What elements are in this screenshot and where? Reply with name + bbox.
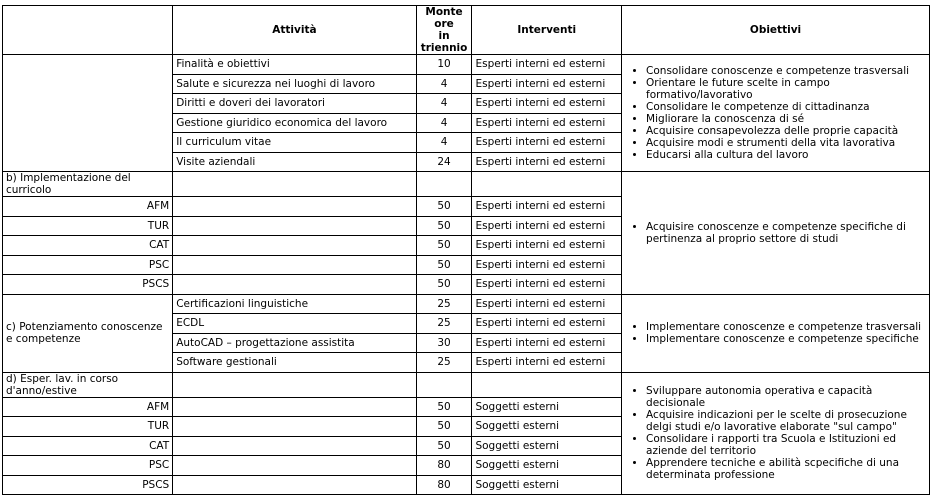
section-b-title-row <box>3 172 930 197</box>
objectives-list <box>626 221 925 245</box>
hours-cell: 50 <box>416 197 472 217</box>
interventions-cell: Soggetti esterni <box>472 436 622 456</box>
objective-item: • Consolidare le competenze di cittadinanza <box>646 101 925 113</box>
interventions-cell: Esperti interni ed esterni <box>472 74 622 94</box>
interventions-cell: Esperti interni ed esterni <box>472 133 622 153</box>
section-b-objectives <box>622 172 930 295</box>
objective-item: • Migliorare la conoscenza di sé <box>646 113 925 125</box>
objective-item: • Acquisire modi e strumenti della vita lavorativa <box>646 137 925 149</box>
objective-item: • Educarsi alla cultura del lavoro <box>646 149 925 161</box>
header-monte-ore-line2: in triennio <box>420 30 468 54</box>
empty-cell <box>416 172 472 197</box>
interventions-cell: Esperti interni ed esterni <box>472 216 622 236</box>
section-d-objectives <box>622 372 930 495</box>
activity-cell: Certificazioni linguistiche <box>173 294 416 314</box>
interventions-cell: Esperti interni ed esterni <box>472 113 622 133</box>
section-b-title: b) Implementazione del curricolo <box>3 172 173 197</box>
hours-cell: 4 <box>416 74 472 94</box>
interventions-cell: Esperti interni ed esterni <box>472 275 622 295</box>
hours-cell: 10 <box>416 55 472 75</box>
activity-cell: Gestione giuridico economica del lavoro <box>173 113 416 133</box>
interventions-cell: Esperti interni ed esterni <box>472 255 622 275</box>
hours-cell: 50 <box>416 417 472 437</box>
activity-cell: Software gestionali <box>173 353 416 373</box>
table-row <box>3 294 930 314</box>
activity-cell: Diritti e doveri dei lavoratori <box>173 94 416 114</box>
hours-cell: 80 <box>416 475 472 495</box>
hours-cell: 80 <box>416 456 472 476</box>
empty-cell <box>173 275 416 295</box>
interventions-cell: Esperti interni ed esterni <box>472 152 622 172</box>
activities-table <box>2 5 930 495</box>
hours-cell: 4 <box>416 133 472 153</box>
interventions-cell: Esperti interni ed esterni <box>472 236 622 256</box>
interventions-cell: Soggetti esterni <box>472 456 622 476</box>
empty-cell <box>416 372 472 397</box>
empty-cell <box>173 436 416 456</box>
empty-cell <box>173 372 416 397</box>
interventions-cell: Esperti interni ed esterni <box>472 197 622 217</box>
objective-item: • Implementare conoscenze e competenze specifiche <box>646 333 925 345</box>
hours-cell: 50 <box>416 436 472 456</box>
hours-cell: 25 <box>416 314 472 334</box>
interventions-cell: Esperti interni ed esterni <box>472 55 622 75</box>
section-a-objectives <box>622 55 930 172</box>
document-page <box>2 5 930 495</box>
track-cell: CAT <box>3 236 173 256</box>
header-attivita: Attività <box>173 6 416 55</box>
interventions-cell: Esperti interni ed esterni <box>472 333 622 353</box>
objective-item: • Consolidare conoscenze e competenze trasversali <box>646 65 925 77</box>
header-blank <box>3 6 173 55</box>
hours-cell: 50 <box>416 236 472 256</box>
objective-item: • Implementare conoscenze e competenze trasversali <box>646 321 925 333</box>
interventions-cell: Soggetti esterni <box>472 417 622 437</box>
interventions-cell: Soggetti esterni <box>472 397 622 417</box>
empty-cell <box>173 197 416 217</box>
hours-cell: 25 <box>416 294 472 314</box>
track-cell: CAT <box>3 436 173 456</box>
objective-item: • Consolidare i rapporti tra Scuola e Istituzioni ed aziende del territorio <box>646 433 925 457</box>
objectives-list <box>626 65 925 161</box>
objective-item: • Apprendere tecniche e abilità scpecifiche di una determinata professione <box>646 457 925 481</box>
section-d-title-row <box>3 372 930 397</box>
objective-item: • Acquisire indicazioni per le scelte di prosecuzione delgi studi e/o lavorative elaborate "sul campo" <box>646 409 925 433</box>
track-cell: AFM <box>3 197 173 217</box>
interventions-cell: Esperti interni ed esterni <box>472 294 622 314</box>
track-cell: PSC <box>3 456 173 476</box>
activity-cell: Salute e sicurezza nei luoghi di lavoro <box>173 74 416 94</box>
empty-cell <box>173 172 416 197</box>
track-cell: TUR <box>3 417 173 437</box>
section-d-title: d) Esper. lav. in corso d'anno/estive <box>3 372 173 397</box>
section-a-label <box>3 55 173 172</box>
hours-cell: 50 <box>416 397 472 417</box>
hours-cell: 24 <box>416 152 472 172</box>
objectives-list <box>626 385 925 481</box>
activity-cell: Finalità e obiettivi <box>173 55 416 75</box>
hours-cell: 4 <box>416 113 472 133</box>
empty-cell <box>173 456 416 476</box>
activity-cell: AutoCAD – progettazione assistita <box>173 333 416 353</box>
header-monte-ore-line1: Monte ore <box>425 6 463 30</box>
header-obiettivi: Obiettivi <box>622 6 930 55</box>
empty-cell <box>173 216 416 236</box>
objective-item: • Sviluppare autonomia operativa e capacità decisionale <box>646 385 925 409</box>
objective-item: • Orientare le future scelte in campo formativo/lavorativo <box>646 77 925 101</box>
interventions-cell: Esperti interni ed esterni <box>472 353 622 373</box>
track-cell: PSC <box>3 255 173 275</box>
header-monte-ore <box>416 6 472 55</box>
section-c-title: c) Potenziamento conoscenze e competenze <box>3 294 173 372</box>
hours-cell: 50 <box>416 216 472 236</box>
empty-cell <box>173 397 416 417</box>
table-header-row <box>3 6 930 55</box>
hours-cell: 50 <box>416 275 472 295</box>
hours-cell: 50 <box>416 255 472 275</box>
empty-cell <box>472 172 622 197</box>
interventions-cell: Esperti interni ed esterni <box>472 314 622 334</box>
objective-item: • Acquisire consapevolezza delle proprie capacità <box>646 125 925 137</box>
hours-cell: 30 <box>416 333 472 353</box>
table-row <box>3 55 930 75</box>
empty-cell <box>173 255 416 275</box>
objectives-list <box>626 321 925 345</box>
objective-item: • Acquisire conoscenze e competenze specifiche di pertinenza al proprio settore di studi <box>646 221 925 245</box>
activity-cell: Il curriculum vitae <box>173 133 416 153</box>
track-cell: PSCS <box>3 275 173 295</box>
empty-cell <box>173 475 416 495</box>
empty-cell <box>173 417 416 437</box>
activity-cell: ECDL <box>173 314 416 334</box>
empty-cell <box>472 372 622 397</box>
header-interventi: Interventi <box>472 6 622 55</box>
track-cell: AFM <box>3 397 173 417</box>
track-cell: TUR <box>3 216 173 236</box>
interventions-cell: Esperti interni ed esterni <box>472 94 622 114</box>
track-cell: PSCS <box>3 475 173 495</box>
activity-cell: Visite aziendali <box>173 152 416 172</box>
hours-cell: 25 <box>416 353 472 373</box>
interventions-cell: Soggetti esterni <box>472 475 622 495</box>
empty-cell <box>173 236 416 256</box>
hours-cell: 4 <box>416 94 472 114</box>
section-c-objectives <box>622 294 930 372</box>
